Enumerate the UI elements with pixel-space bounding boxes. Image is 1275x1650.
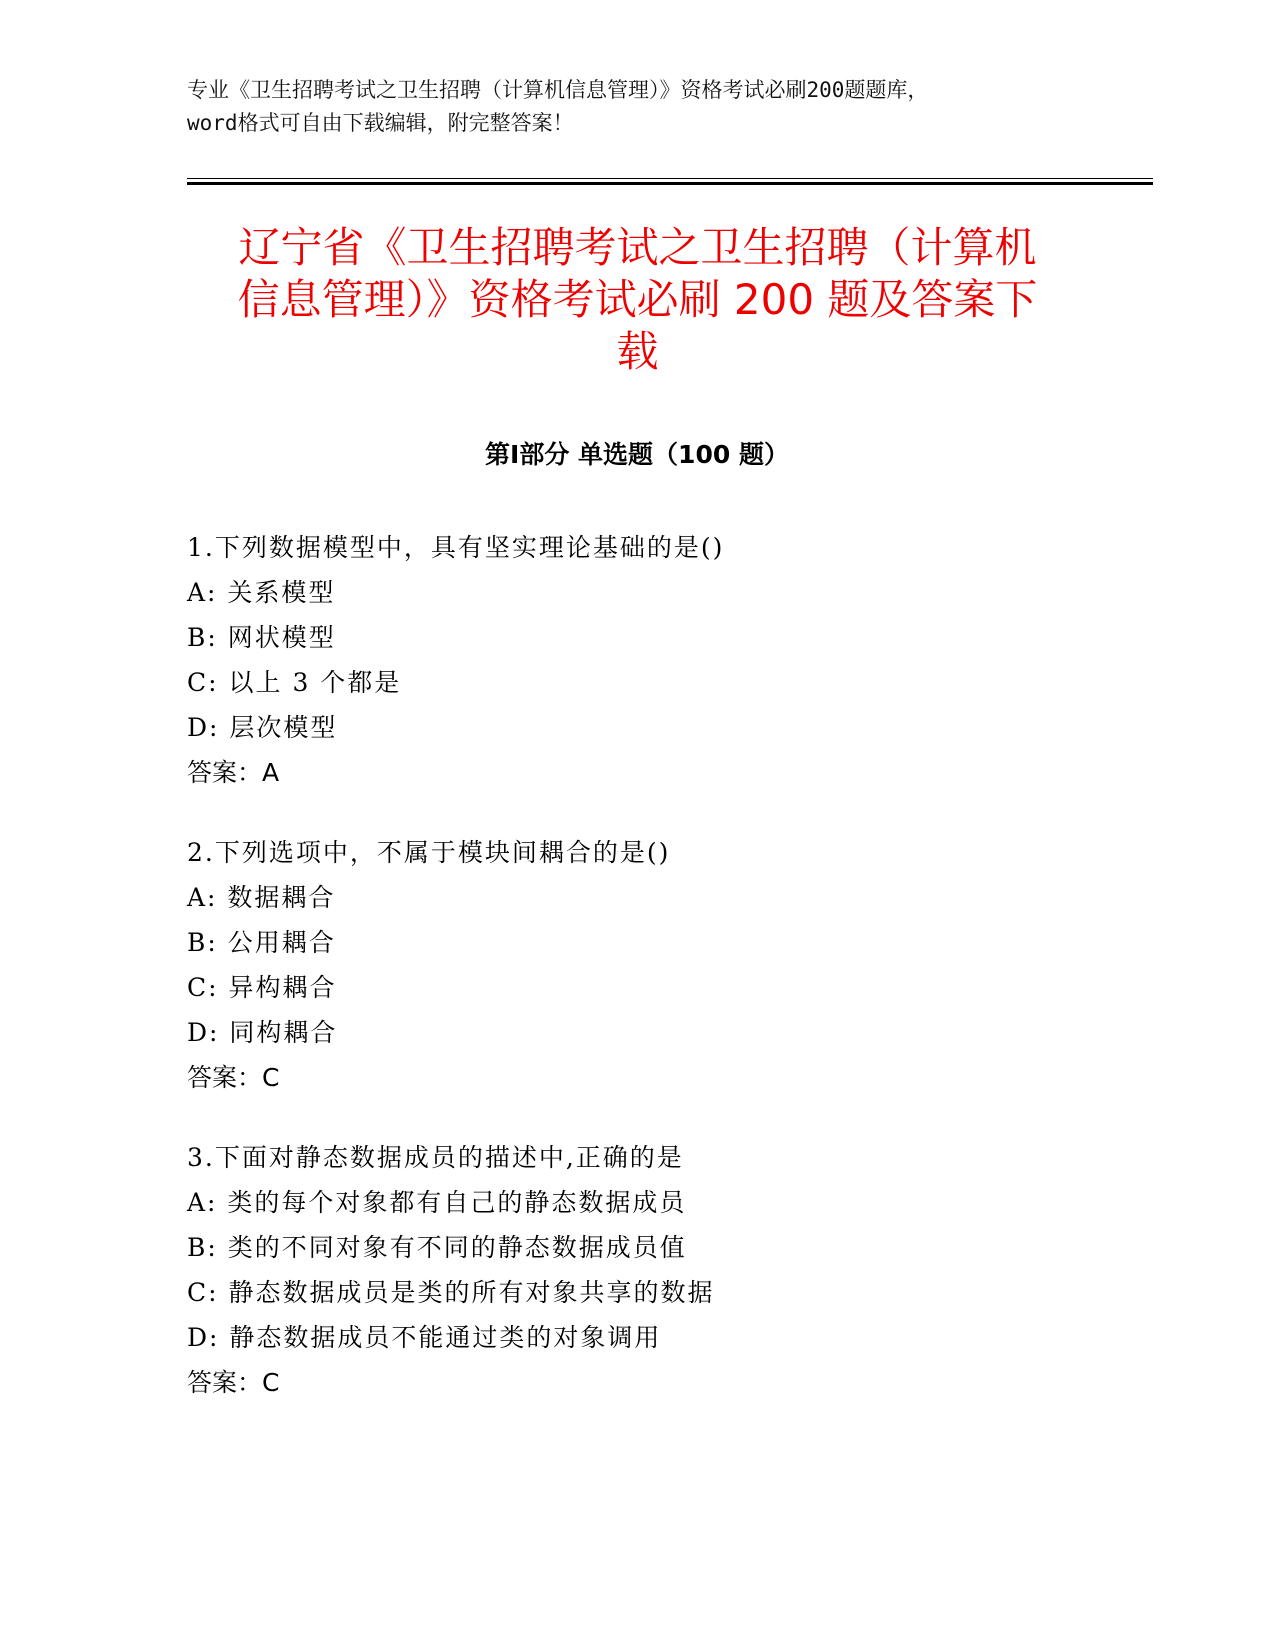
question-stem: 2.下列选项中，不属于模块间耦合的是(): [187, 838, 671, 867]
option-b: B: 类的不同对象有不同的静态数据成员值: [187, 1233, 687, 1262]
option-d: D: 层次模型: [187, 713, 338, 742]
section-title: 第Ⅰ部分 单选题（100 题）: [485, 440, 789, 469]
title-line-1: 辽宁省《卫生招聘考试之卫生招聘（计算机: [238, 223, 1037, 272]
option-c: C: 静态数据成员是类的所有对象共享的数据: [187, 1278, 715, 1307]
option-a: A: 数据耦合: [187, 883, 336, 912]
answer: 答案：A: [187, 758, 280, 787]
header-divider-thin: [187, 178, 1153, 179]
option-c: C: 以上 3 个都是: [187, 668, 402, 697]
option-d: D: 同构耦合: [187, 1018, 338, 1047]
intro-line-2: word格式可自由下载编辑，附完整答案！: [187, 111, 574, 135]
option-d: D: 静态数据成员不能通过类的对象调用: [187, 1323, 662, 1352]
intro-line-1: 专业《卫生招聘考试之卫生招聘（计算机信息管理）》资格考试必刷200题题库，: [187, 78, 929, 102]
question-stem: 1.下列数据模型中，具有坚实理论基础的是(): [187, 533, 725, 562]
answer: 答案：C: [187, 1063, 280, 1092]
answer: 答案：C: [187, 1368, 280, 1397]
question-list: [187, 525, 1087, 1440]
option-c: C: 异构耦合: [187, 973, 337, 1002]
question-item: [187, 1135, 1087, 1405]
question-item: [187, 525, 1087, 795]
title-line-3: 载: [616, 327, 659, 376]
document-title: [180, 222, 1095, 378]
question-item: [187, 830, 1087, 1100]
question-stem: 3.下面对静态数据成员的描述中,正确的是: [187, 1143, 684, 1172]
intro-text: [187, 74, 1087, 140]
option-b: B: 公用耦合: [187, 928, 336, 957]
option-a: A: 类的每个对象都有自己的静态数据成员: [187, 1188, 687, 1217]
header-divider-thick: [187, 182, 1153, 185]
option-b: B: 网状模型: [187, 623, 336, 652]
title-line-2: 信息管理）》资格考试必刷 200 题及答案下: [237, 275, 1038, 324]
option-a: A: 关系模型: [187, 578, 336, 607]
